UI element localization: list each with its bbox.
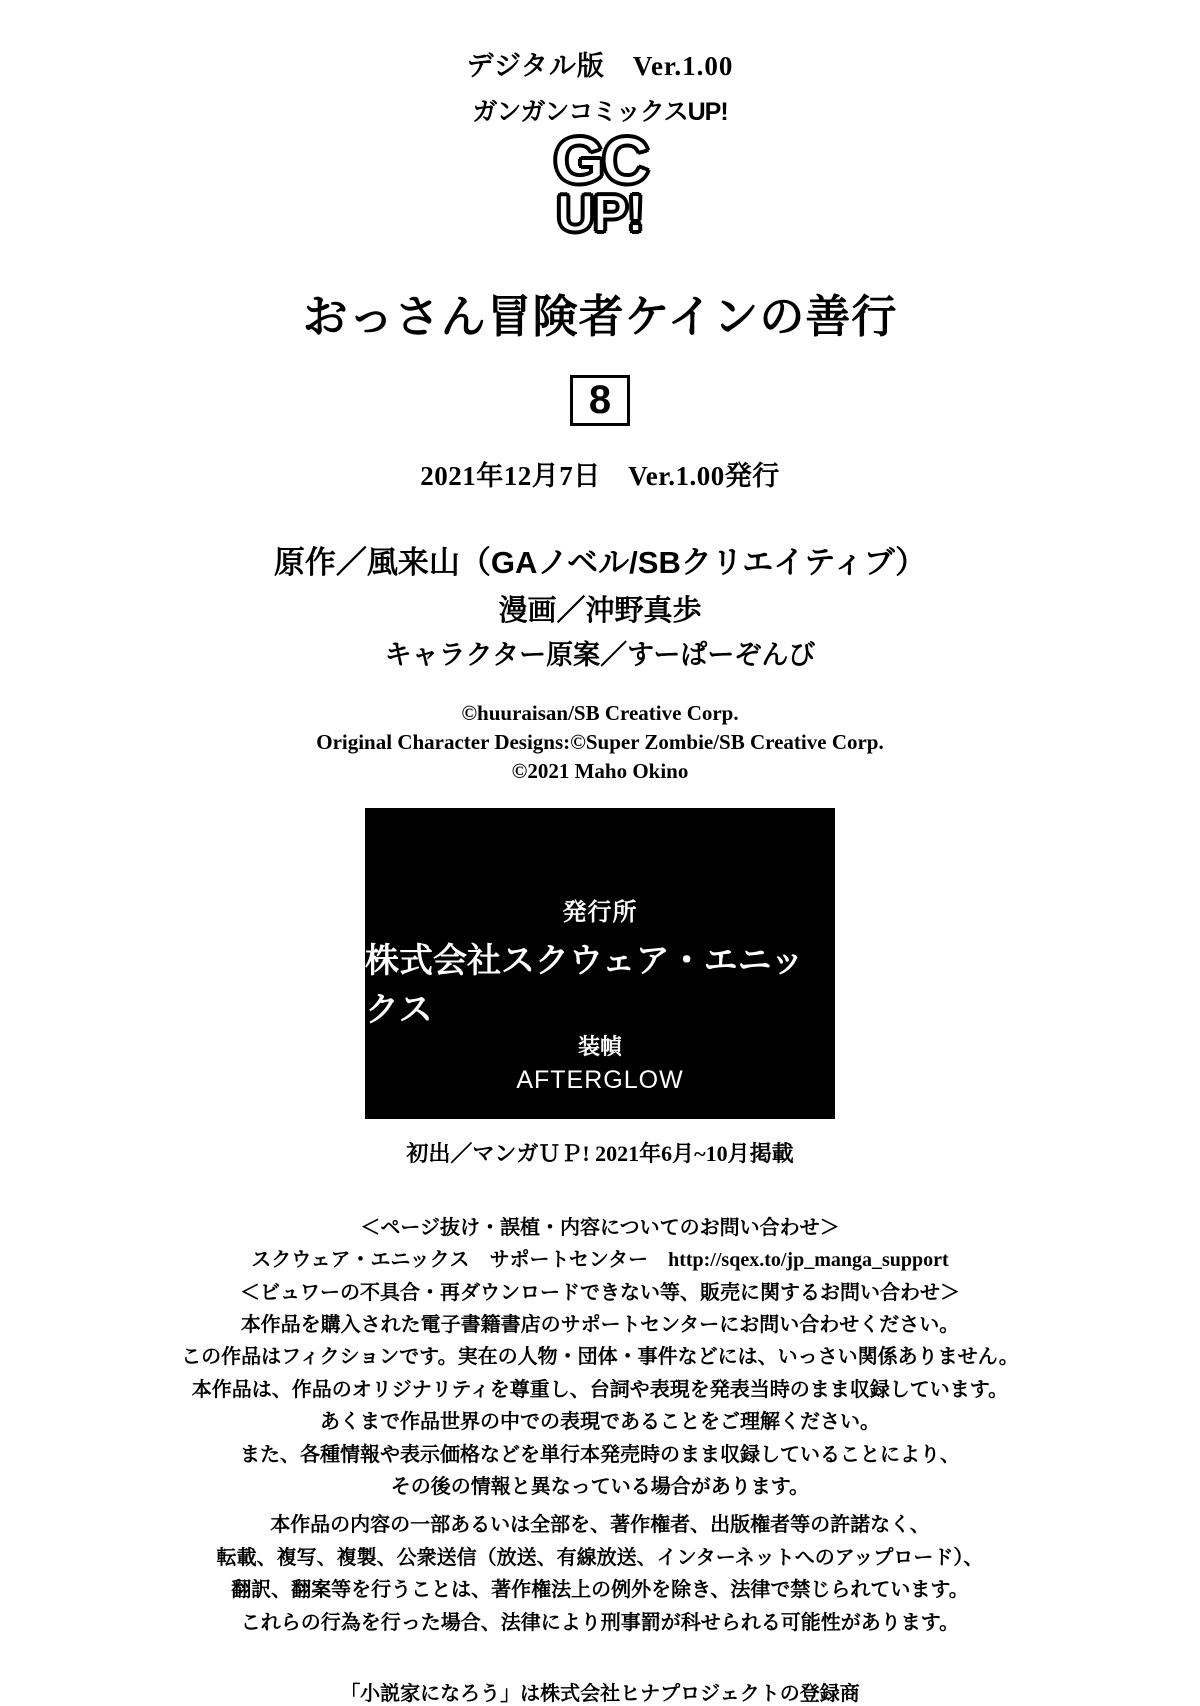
notice-line: その後の情報と異なっている場合があります。 <box>390 1476 810 1499</box>
first-publication-info: 初出／マンガＵＰ! 2021年6月~10月掲載 <box>406 1140 794 1166</box>
gc-up-logo-icon: UP! <box>556 184 644 243</box>
copyright-line: ©huuraisan/SB Creative Corp. <box>461 701 739 726</box>
credit-original-work: 原作／風来山（GAノベル/SBクリエイティブ） <box>273 545 927 581</box>
notice-line: 転載、複写、複製、公衆送信（放送、有線放送、インターネットへのアップロード）、 <box>216 1546 984 1569</box>
copyright-line: Original Character Designs:©Super Zombie/SB Creative Corp. <box>316 730 884 755</box>
copyright-line: ©2021 Maho Okino <box>511 759 689 784</box>
notice-line: 本作品は、作品のオリジナリティを尊重し、台詞や表現を発表当時のまま収録しています。 <box>191 1378 1009 1401</box>
notice-block <box>181 1212 1019 1639</box>
notice-line: ＜ページ抜け・誤植・内容についてのお問い合わせ＞ <box>360 1216 840 1239</box>
notice-line: ＜ビュワーの不具合・再ダウンロードできない等、販売に関するお問い合わせ＞ <box>239 1281 960 1304</box>
notice-line: 本作品を購入された電子書籍書店のサポートセンターにお問い合わせください。 <box>240 1314 960 1337</box>
volume-number-badge: 8 <box>570 375 630 426</box>
publisher-name: 株式会社スクウェア・エニックス <box>365 942 805 1030</box>
notice-line-support-url[interactable]: スクウェア・エニックス サポートセンター http://sqex.to/jp_manga_support <box>251 1249 949 1272</box>
gc-logo-icon: GC <box>553 122 647 197</box>
book-design-label: 装幀 <box>577 1033 622 1059</box>
digital-version-label: デジタル版 Ver.1.00 <box>466 51 734 81</box>
imprint-logo-block <box>472 98 728 243</box>
imprint-name: ガンガンコミックスUP! <box>472 98 728 126</box>
notice-line: これらの行為を行った場合、法律により刑事罰が科せられる可能性があります。 <box>240 1611 960 1634</box>
notice-line: 本作品の内容の一部あるいは全部を、著作権者、出版権者等の許諾なく、 <box>270 1514 930 1537</box>
credit-character-design: キャラクター原案／すーぱーぞんび <box>384 640 816 671</box>
copyright-block <box>316 699 884 786</box>
publisher-panel <box>365 808 835 1119</box>
notice-line: この作品はフィクションです。実在の人物・団体・事件などには、いっさい関係ありません。 <box>181 1346 1019 1369</box>
notice-line: また、各種情報や表示価格などを単行本発売時のまま収録していることにより、 <box>239 1443 960 1466</box>
publisher-label: 発行所 <box>562 899 638 927</box>
credits-block <box>274 541 926 675</box>
notice-line: 翻訳、翻案等を行うことは、著作権法上の例外を除き、法律で禁じられています。 <box>231 1579 969 1602</box>
publication-date: 2021年12月7日 Ver.1.00発行 <box>420 461 780 492</box>
book-design-studio: AFTERGLOW <box>516 1065 684 1094</box>
trademark-note: 「小説家になろう」は株式会社ヒナプロジェクトの登録商 <box>340 1683 860 1705</box>
page-title: おっさん冒険者ケインの善行 <box>302 290 898 342</box>
notice-line: あくまで作品世界の中での表現であることをご理解ください。 <box>319 1411 880 1434</box>
credit-manga-artist: 漫画／沖野真歩 <box>498 595 702 628</box>
